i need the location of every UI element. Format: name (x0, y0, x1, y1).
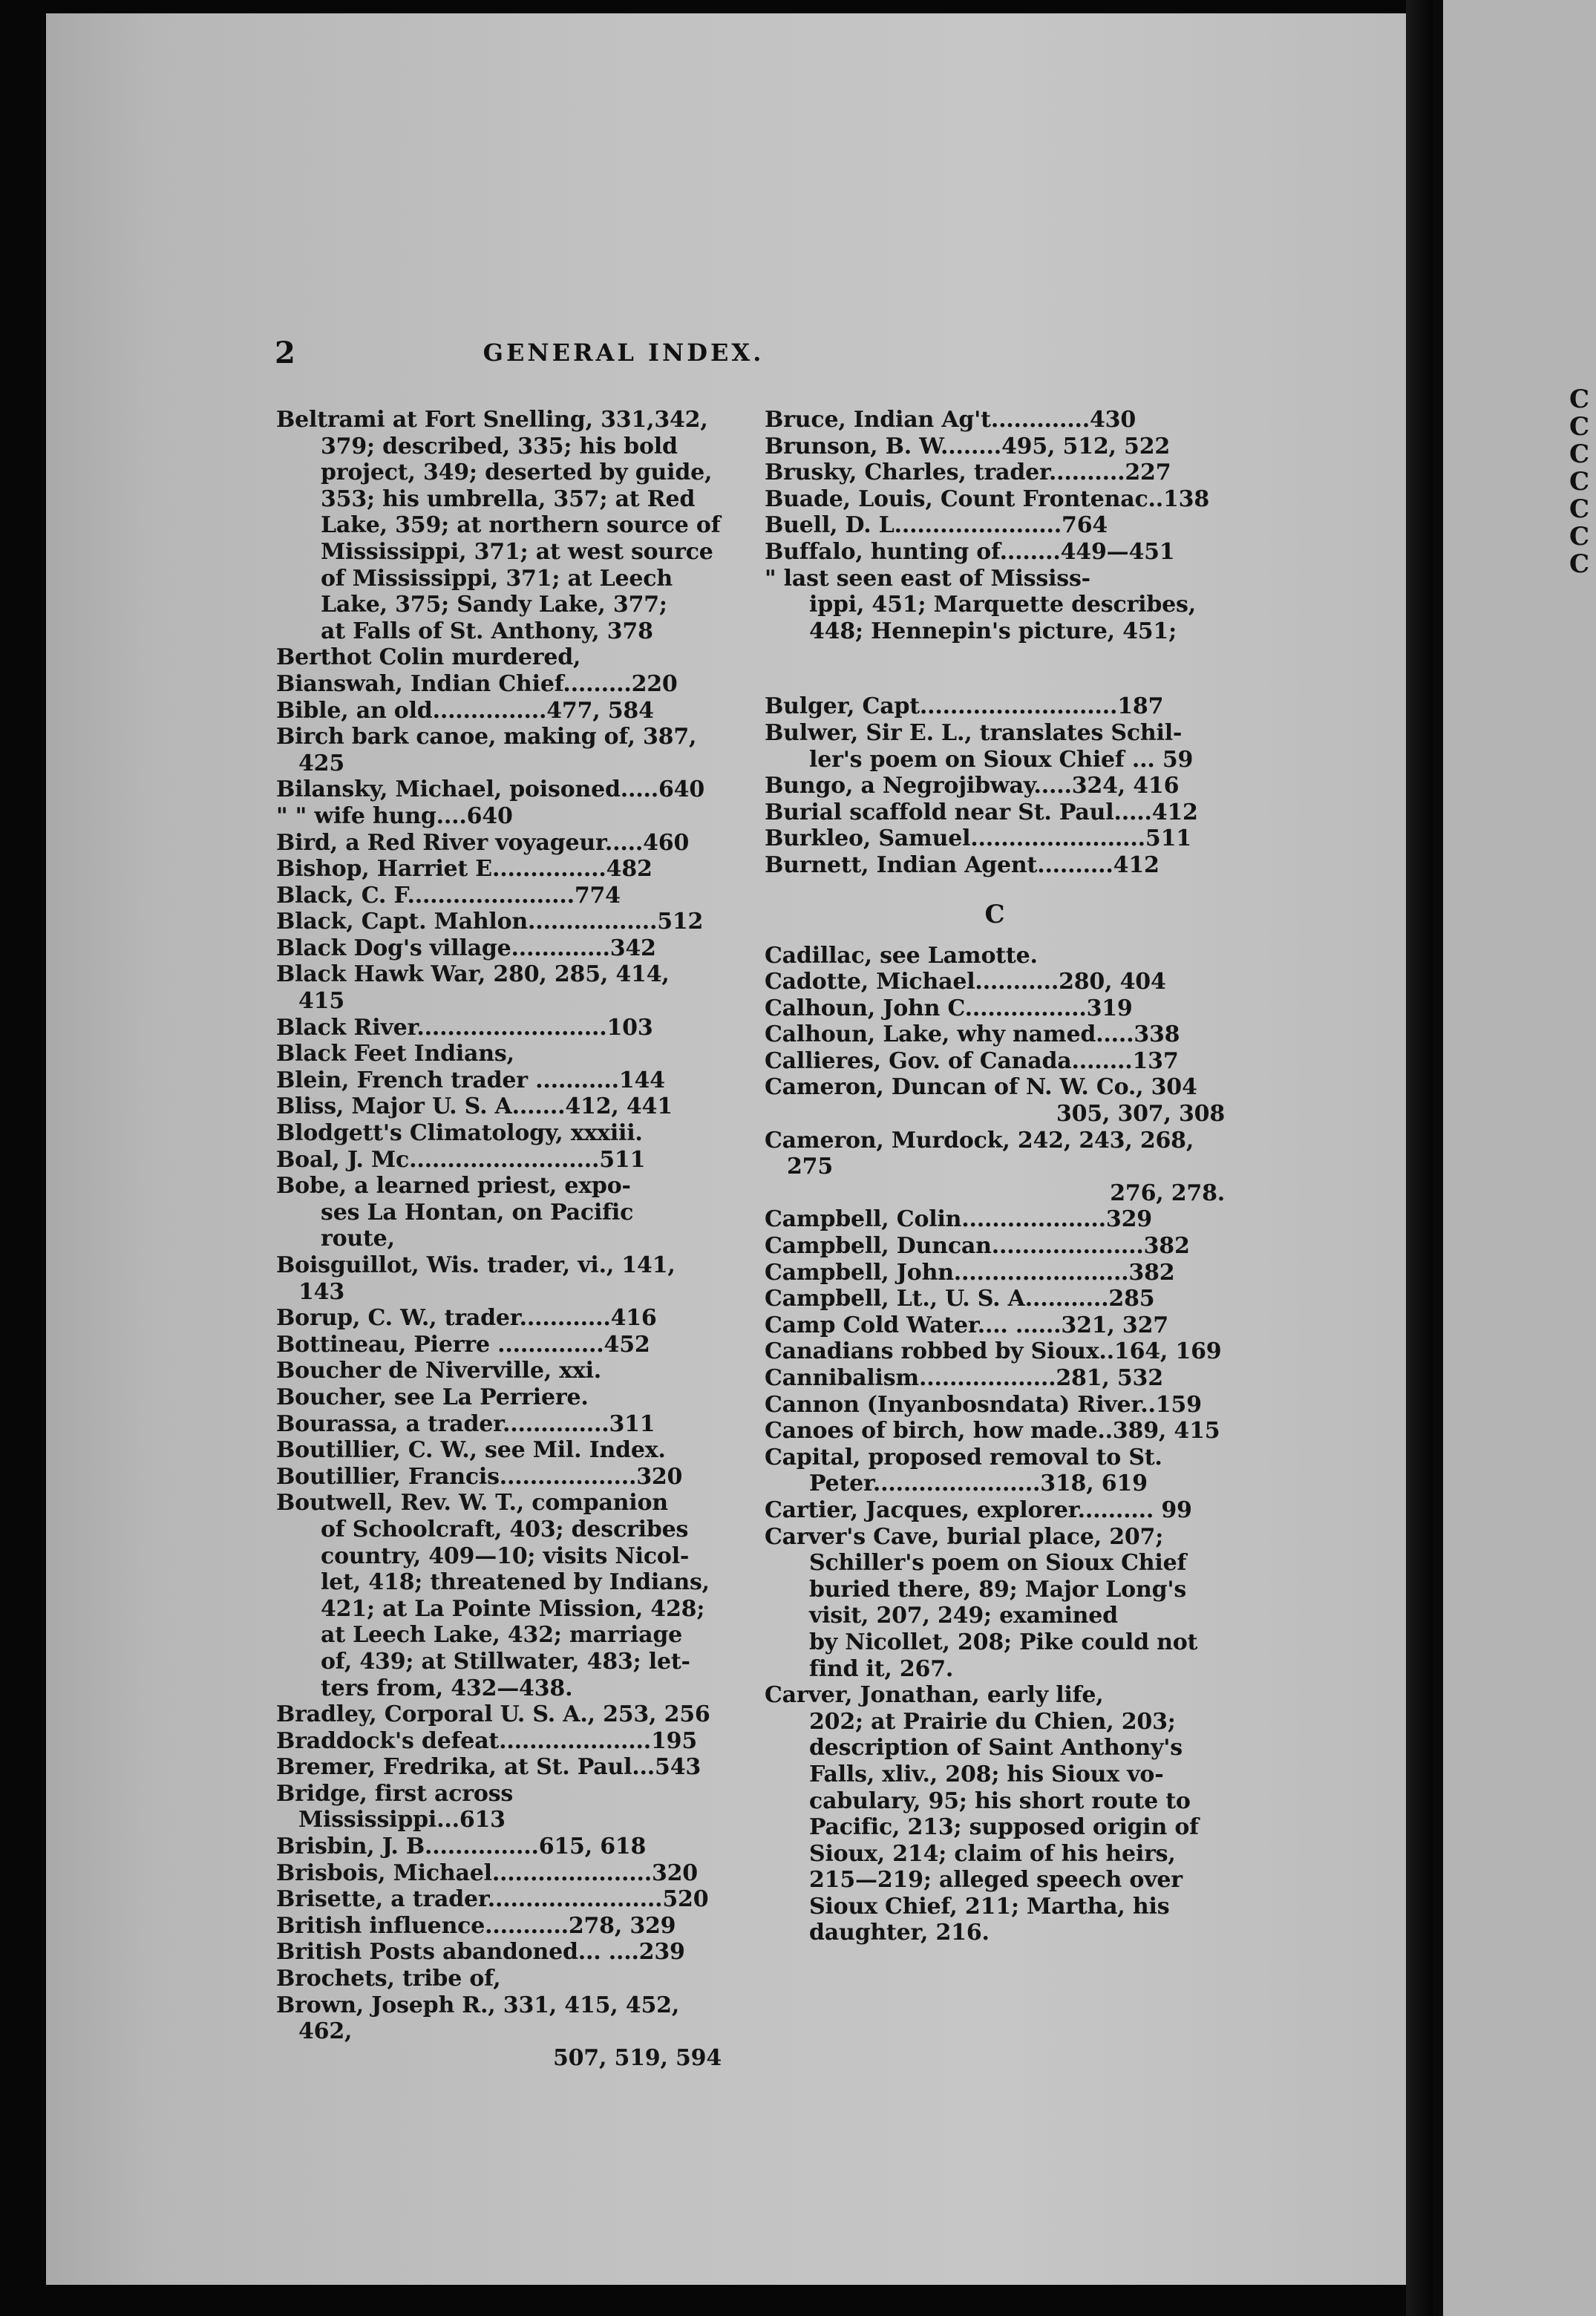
index-entry: 507, 519, 594 (552, 2044, 722, 2071)
index-entry: Bradley, Corporal U. S. A., 253, 256 (276, 1701, 710, 1728)
index-entry: Cannibalism..................281, 532 (765, 1365, 1163, 1391)
index-entry: 276, 278. (1110, 1180, 1225, 1206)
index-entry: Cameron, Murdock, 242, 243, 268, 275 (765, 1127, 1194, 1180)
index-entry: Brisbin, J. B...............615, 618 (276, 1834, 647, 1860)
index-entry: Brusky, Charles, trader..........227 (765, 459, 1171, 486)
index-entry: " last seen east of Mississ- (765, 565, 1090, 592)
index-entry: Bremer, Fredrika, at St. Paul...543 (276, 1754, 701, 1781)
index-entry: Canadians robbed by Sioux..164, 169 (765, 1338, 1222, 1365)
page-title: GENERAL INDEX. (483, 338, 765, 367)
index-entry: Boucher, see La Perriere. (276, 1384, 589, 1410)
index-entry: ses La Hontan, on Pacific (321, 1199, 634, 1226)
adjacent-page-letter: C (1569, 549, 1590, 579)
index-entry: Buade, Louis, Count Frontenac..138 (765, 485, 1210, 512)
index-entry: of Schoolcraft, 403; describes (321, 1516, 689, 1543)
entry-gap (765, 656, 1225, 681)
index-entry: Falls, xliv., 208; his Sioux vo- (809, 1761, 1164, 1787)
index-entry: Beltrami at Fort Snelling, 331,342, (276, 407, 708, 433)
index-entry: by Nicollet, 208; Pike could not (809, 1629, 1198, 1655)
index-entry: 215—219; alleged speech over (809, 1867, 1183, 1894)
index-entry: Sioux, 214; claim of his heirs, (809, 1840, 1176, 1867)
index-entry: Bottineau, Pierre ..............452 (276, 1331, 650, 1358)
adjacent-page-letter: C (1569, 439, 1590, 469)
index-entry: of Mississippi, 371; at Leech (321, 565, 673, 592)
index-entry: Boutwell, Rev. W. T., companion (276, 1490, 668, 1517)
index-entry: Black River.........................103 (276, 1014, 653, 1041)
index-entry: Schiller's poem on Sioux Chief (809, 1550, 1187, 1577)
index-entry: project, 349; deserted by guide, (321, 459, 713, 486)
index-entry: British influence...........278, 329 (276, 1912, 676, 1939)
index-entry: 421; at La Pointe Mission, 428; (321, 1595, 705, 1622)
index-entry: visit, 207, 249; examined (809, 1603, 1118, 1629)
index-entry: route, (321, 1226, 395, 1252)
index-entry: Black Hawk War, 280, 285, 414, 415 (276, 961, 670, 1015)
index-entry: Berthot Colin murdered, (276, 644, 581, 671)
index-entry: Bruce, Indian Ag't.............430 (765, 407, 1137, 433)
index-entry: Campbell, Lt., U. S. A...........285 (765, 1286, 1155, 1312)
index-entry: Bianswah, Indian Chief.........220 (276, 670, 678, 697)
index-entry: Mississippi, 371; at west source (321, 538, 713, 565)
section-letter-heading: C (984, 899, 1005, 929)
index-entry: Callieres, Gov. of Canada........137 (765, 1047, 1179, 1074)
adjacent-page-letter: C (1569, 412, 1590, 442)
index-entry: Bourassa, a trader..............311 (276, 1410, 655, 1437)
page-number: 2 (275, 336, 295, 370)
index-entry: Cameron, Duncan of N. W. Co., 304 (765, 1074, 1197, 1101)
index-entry: Boutillier, C. W., see Mil. Index. (276, 1437, 666, 1464)
index-entry: Bishop, Harriet E...............482 (276, 856, 653, 883)
index-entry: Black Feet Indians, (276, 1041, 514, 1067)
index-entry: Carver's Cave, burial place, 207; (765, 1523, 1164, 1550)
index-entry: let, 418; threatened by Indians, (321, 1569, 710, 1596)
index-entry: Campbell, Colin...................329 (765, 1206, 1152, 1233)
index-entry: cabulary, 95; his short route to (809, 1787, 1191, 1814)
index-entry: Brisette, a trader.......................520 (276, 1886, 709, 1913)
index-entry: Bliss, Major U. S. A.......412, 441 (276, 1093, 673, 1120)
index-entry: ters from, 432—438. (321, 1675, 573, 1701)
index-entry: ippi, 451; Marquette describes, (809, 592, 1196, 618)
index-entry: Peter......................318, 619 (809, 1471, 1148, 1497)
index-entry: British Posts abandoned... ....239 (276, 1939, 685, 1966)
index-entry: 379; described, 335; his bold (321, 433, 678, 459)
index-entry: 305, 307, 308 (1056, 1101, 1225, 1128)
index-entry: Bilansky, Michael, poisoned.....640 (276, 776, 705, 803)
index-entry: Birch bark canoe, making of, 387, 425 (276, 724, 697, 776)
index-entry: Capital, proposed removal to St. (765, 1444, 1162, 1471)
index-entry: 353; his umbrella, 357; at Red (321, 485, 696, 512)
index-entry: country, 409—10; visits Nicol- (321, 1543, 690, 1569)
index-entry: at Falls of St. Anthony, 378 (321, 618, 653, 644)
adjacent-page-letter: C (1569, 385, 1590, 414)
adjacent-page-letter: C (1569, 494, 1590, 524)
index-entry: Brisbois, Michael.....................320 (276, 1859, 698, 1886)
index-entry: Blodgett's Climatology, xxxiii. (276, 1120, 643, 1147)
index-entry: description of Saint Anthony's (809, 1735, 1183, 1761)
adjacent-page-edge (1433, 0, 1596, 2316)
index-column-right (765, 407, 1225, 1946)
index-entry: Sioux Chief, 211; Martha, his (809, 1893, 1170, 1920)
index-entry: Campbell, Duncan....................382 (765, 1233, 1190, 1260)
index-entry: of, 439; at Stillwater, 483; let- (321, 1648, 690, 1675)
index-entry: Campbell, John.......................382 (765, 1259, 1175, 1286)
index-entry: Boal, J. Mc.........................511 (276, 1146, 646, 1173)
index-entry: Calhoun, Lake, why named.....338 (765, 1021, 1180, 1048)
index-entry: Bobe, a learned priest, expo- (276, 1173, 631, 1200)
index-entry: Burkleo, Samuel.......................511 (765, 825, 1191, 852)
index-entry: find it, 267. (809, 1655, 954, 1682)
index-entry: Pacific, 213; supposed origin of (809, 1814, 1199, 1841)
index-entry: Braddock's defeat....................195 (276, 1727, 697, 1754)
index-entry: Lake, 359; at northern source of (321, 512, 721, 539)
index-entry: Bridge, first across Mississippi...613 (276, 1780, 514, 1834)
index-entry: Bungo, a Negrojibway.....324, 416 (765, 773, 1180, 799)
running-header (275, 336, 891, 380)
index-entry: Cadillac, see Lamotte. (765, 942, 1038, 969)
index-entry: Brown, Joseph R., 331, 415, 452, 462, (276, 1992, 680, 2045)
index-entry: Cartier, Jacques, explorer.......... 99 (765, 1496, 1192, 1523)
index-entry: 448; Hennepin's picture, 451; (809, 618, 1177, 644)
index-entry: Buell, D. L......................764 (765, 512, 1108, 539)
index-entry: Bulger, Capt..........................187 (765, 693, 1164, 720)
index-entry: Bible, an old...............477, 584 (276, 697, 654, 724)
index-entry: Calhoun, John C................319 (765, 995, 1133, 1021)
index-entry: Black, C. F......................774 (276, 882, 621, 909)
adjacent-page-letter: C (1569, 522, 1590, 552)
gutter-shadow (1406, 0, 1433, 2316)
adjacent-page-letter: C (1569, 467, 1590, 497)
index-entry: Cadotte, Michael...........280, 404 (765, 969, 1166, 995)
index-entry: Boucher de Niverville, xxi. (276, 1358, 602, 1384)
index-entry: Brunson, B. W........495, 512, 522 (765, 433, 1171, 459)
index-entry: Bird, a Red River voyageur.....460 (276, 829, 690, 856)
index-entry: Boutillier, Francis..................320 (276, 1463, 683, 1490)
index-entry: Buffalo, hunting of........449—451 (765, 538, 1175, 565)
index-entry: buried there, 89; Major Long's (809, 1576, 1187, 1603)
index-entry: daughter, 216. (809, 1920, 990, 1946)
index-entry: at Leech Lake, 432; marriage (321, 1622, 683, 1649)
index-entry: 202; at Prairie du Chien, 203; (809, 1708, 1176, 1735)
index-entry: Boisguillot, Wis. trader, vi., 141, 143 (276, 1252, 676, 1305)
index-entry: Cannon (Inyanbosndata) River..159 (765, 1391, 1202, 1418)
index-entry: ler's poem on Sioux Chief ... 59 (809, 746, 1194, 773)
adjacent-page-letters (1569, 386, 1589, 578)
index-entry: Borup, C. W., trader............416 (276, 1305, 657, 1332)
index-entry: Lake, 375; Sandy Lake, 377; (321, 592, 667, 618)
index-entry: Bulwer, Sir E. L., translates Schil- (765, 719, 1183, 746)
index-entry: Burial scaffold near St. Paul.....412 (765, 799, 1198, 825)
index-entry: Black Dog's village.............342 (276, 935, 656, 961)
index-entry: Blein, French trader ...........144 (276, 1067, 665, 1093)
index-entry: Camp Cold Water.... ......321, 327 (765, 1312, 1168, 1338)
index-entry: Canoes of birch, how made..389, 415 (765, 1418, 1220, 1445)
index-entry: Carver, Jonathan, early life, (765, 1682, 1104, 1709)
index-entry: " " wife hung....640 (276, 802, 513, 829)
index-entry: Brochets, tribe of, (276, 1966, 501, 1992)
index-entry: Burnett, Indian Agent..........412 (765, 851, 1160, 878)
index-column-left (276, 407, 722, 2071)
index-entry: Black, Capt. Mahlon.................512 (276, 909, 704, 935)
